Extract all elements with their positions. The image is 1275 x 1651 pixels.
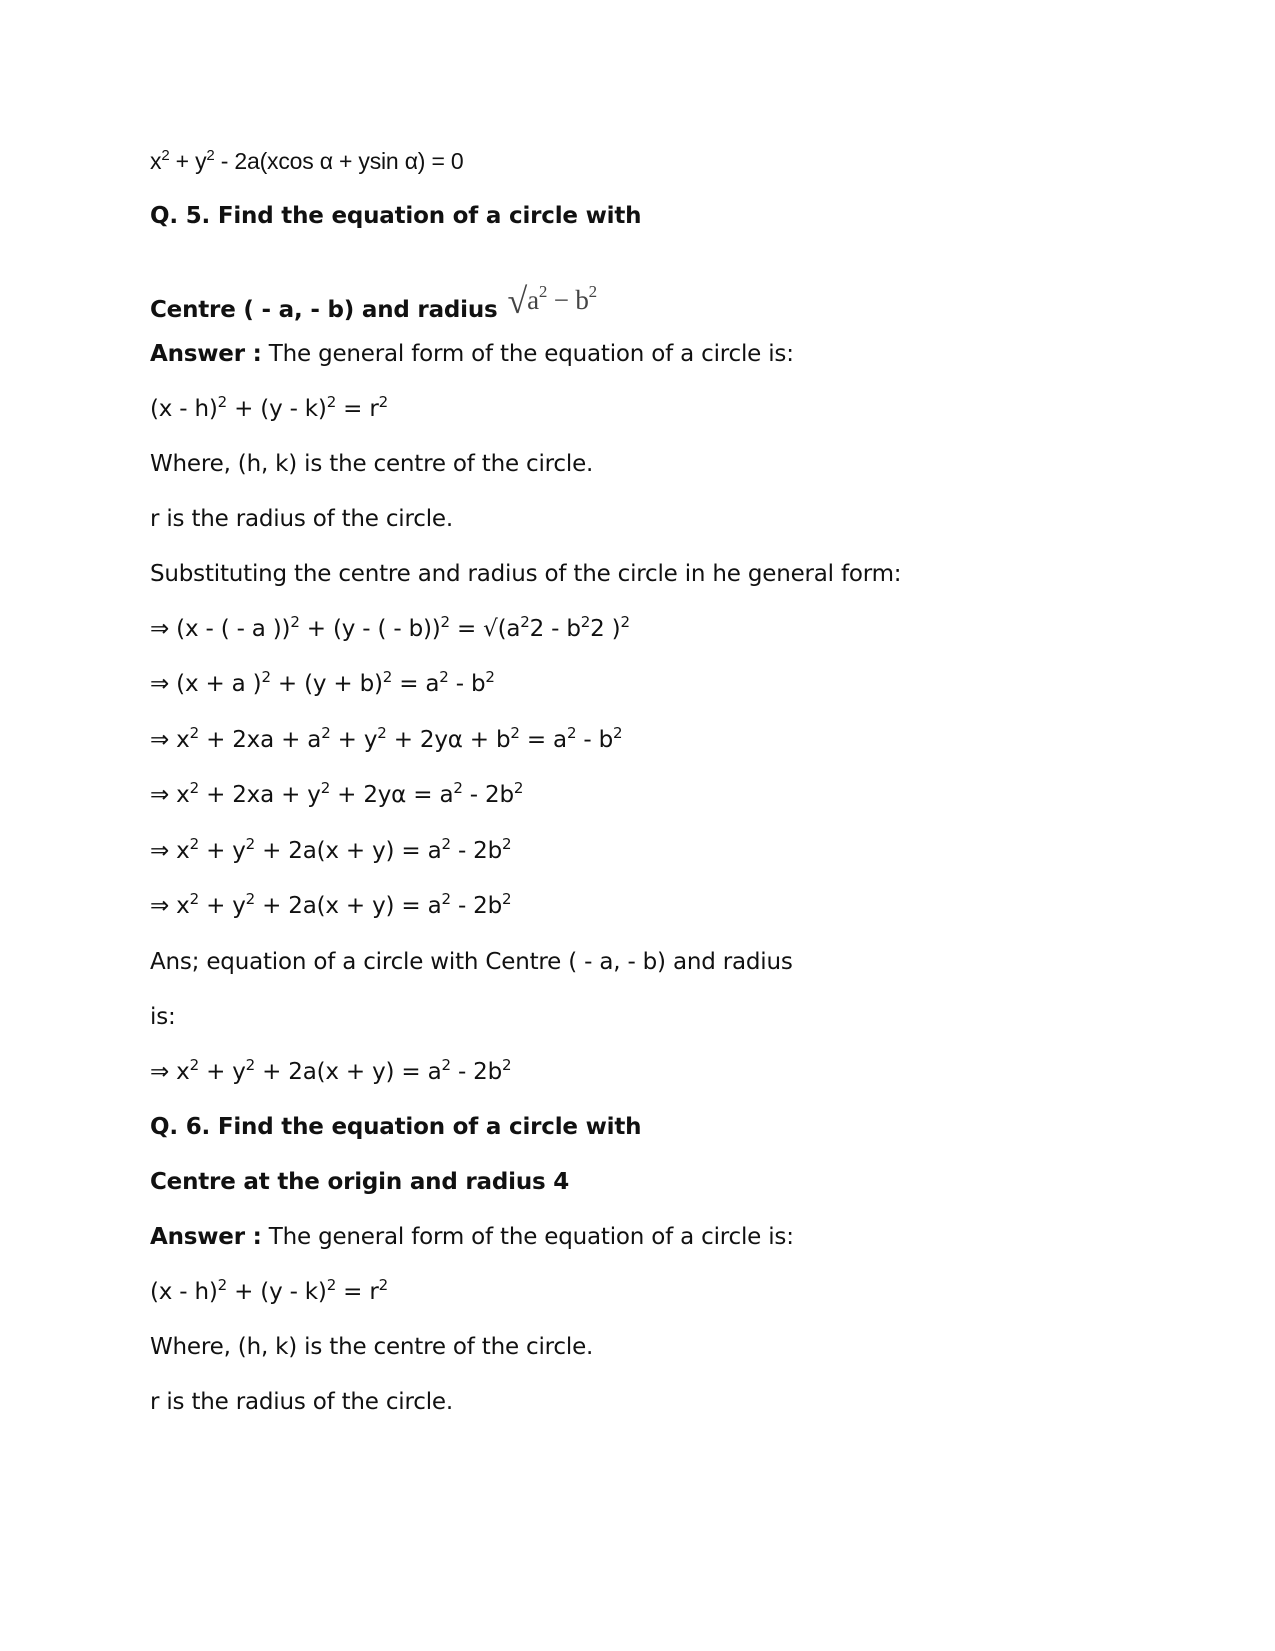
radical-text: $√a^2 - b^2$	[507, 281, 597, 321]
substituting-line: Substituting the centre and radius of the circle in he general form:	[150, 561, 902, 587]
conclusion-line: Ans; equation of a circle with Centre ( - a, - b) and radius	[150, 949, 793, 975]
answer-6-intro	[150, 1222, 794, 1252]
question-6-subtitle: Centre at the origin and radius 4	[150, 1169, 570, 1195]
question-5-subtitle	[150, 282, 597, 325]
step-1-text: ⇒ (x - ( - a ))$^2$ + (y - ( - $b))^2 = √(a^22 - b^22$ )$^2$	[150, 613, 630, 642]
final-equation	[150, 1057, 511, 1087]
general-form-equation-2	[150, 1277, 388, 1307]
equation-line-circle-alpha	[150, 146, 463, 176]
question-5-title: Q. 5. Find the equation of a circle with	[150, 203, 642, 229]
step-3-equation	[150, 725, 622, 755]
question-6-title: Q. 6. Find the equation of a circle with	[150, 1114, 642, 1140]
where-centre-line-2: Where, (h, k) is the centre of the circle.	[150, 1334, 594, 1360]
step-6-equation	[150, 891, 511, 921]
step-4-text: ⇒ $x^2 + 2xa + y^2 + 2y\alpha = a^2 - 2b^2$	[150, 779, 524, 808]
equation-text: $x^2 + y^2 - 2a(xcos$ α + ysin α) = 0	[150, 147, 464, 174]
answer-label: Answer :	[150, 1224, 262, 1250]
where-centre-line: Where, (h, k) is the centre of the circle.	[150, 451, 594, 477]
step-2-equation	[150, 669, 495, 699]
step-6-text: ⇒ $x^2 + y^2 + 2a(x + y) = a^2 - 2b^2$	[150, 890, 512, 919]
answer-intro-text: The general form of the equation of a circle is:	[268, 1224, 794, 1250]
step-3-text: ⇒ $x^2 + 2xa + a^2 + y^2 + 2y\alpha + b^2 = a^2 - b^2$	[150, 724, 623, 753]
answer-5-intro	[150, 339, 794, 369]
step-4-equation	[150, 780, 523, 810]
answer-label: Answer :	[150, 341, 262, 367]
radius-radical-formula	[507, 281, 597, 321]
final-equation-text: ⇒ $x^2 + y^2 + 2a(x + y) = a^2 - 2b^2$	[150, 1056, 512, 1085]
question-5-subtitle-text: Centre ( - a, - b) and radius	[150, 297, 498, 323]
answer-intro-text: The general form of the equation of a circle is:	[268, 341, 794, 367]
conclusion-is-line: is:	[150, 1004, 176, 1030]
radius-definition-line-2: r is the radius of the circle.	[150, 1389, 453, 1415]
general-form-equation	[150, 394, 388, 424]
step-5-equation	[150, 836, 511, 866]
step-1-equation	[150, 614, 630, 644]
step-5-text: ⇒ $x^2 + y^2 + 2a(x + y) = a^2 - 2b^2$	[150, 835, 512, 864]
step-2-text: ⇒ (x + a )$^2 + (y + b)^2 = a^2 - b^2$	[150, 668, 495, 697]
general-form-text: $(x - h)^2 + (y - k)^2 = r^2$	[150, 1276, 388, 1305]
general-form-text: $(x - h)^2 + (y - k)^2 = r^2$	[150, 393, 388, 422]
radius-definition-line: r is the radius of the circle.	[150, 506, 453, 532]
